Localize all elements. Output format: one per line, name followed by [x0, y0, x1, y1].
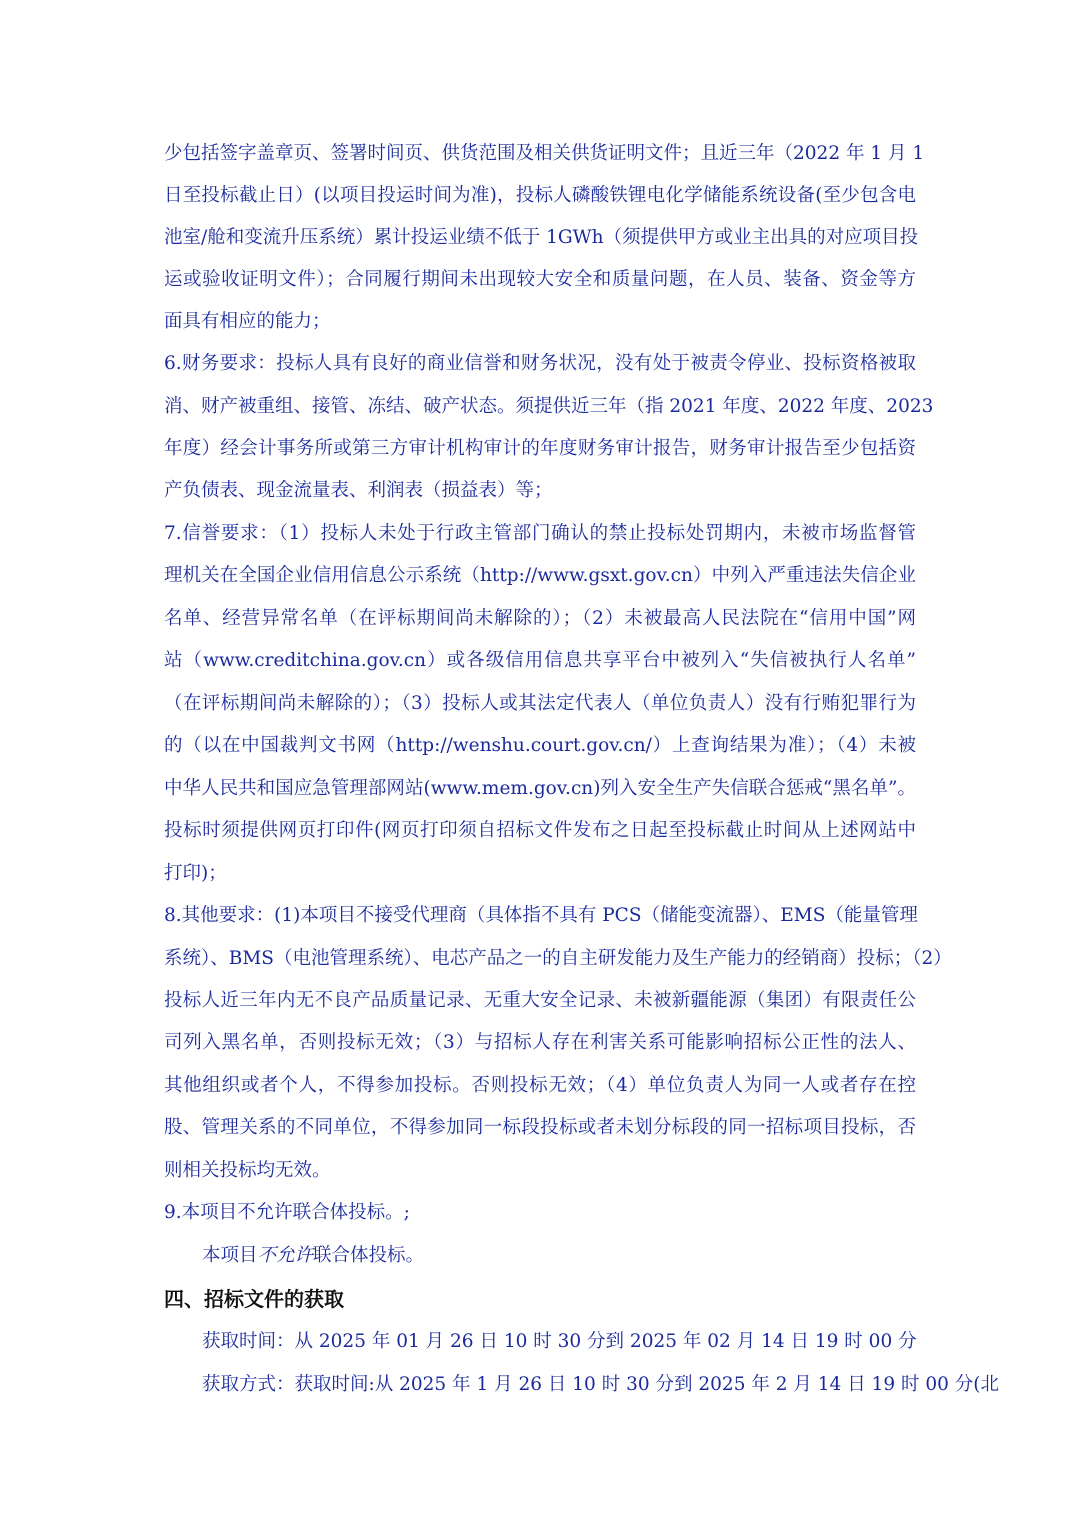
consortium-note [202, 1244, 916, 1268]
paragraph-line: 日至投标截止日）(以项目投运时间为准)，投标人磷酸铁锂电化学储能系统设备(至少包含电 [164, 185, 916, 206]
paragraph-line: 其他组织或者个人，不得参加投标。否则投标无效；（4）单位负责人为同一人或者存在控 [164, 1075, 916, 1096]
consortium-note-prefix: 本项目 [202, 1245, 258, 1266]
paragraph-line: 产负债表、现金流量表、利润表（损益表）等； [164, 480, 553, 501]
paragraph-line: 运或验收证明文件）；合同履行期间未出现较大安全和质量问题，在人员、装备、资金等方 [164, 269, 916, 290]
finance-requirement-line: 6.财务要求：投标人具有良好的商业信誉和财务状况，没有处于被责令停业、投标资格被取 [164, 353, 916, 374]
section-heading: 四、招标文件的获取 [164, 1287, 344, 1311]
credit-requirement-line: 7.信誉要求：（1）投标人未处于行政主管部门确认的禁止投标处罚期内，未被市场监督管 [164, 523, 916, 544]
consortium-note-suffix: 联合体投标。 [313, 1245, 425, 1266]
paragraph-line: 站（www.creditchina.gov.cn）或各级信用信息共享平台中被列入“失信被执行人名单” [164, 650, 916, 671]
paragraph-line: 投标人近三年内无不良产品质量记录、无重大安全记录、未被新疆能源（集团）有限责任公 [164, 990, 916, 1011]
paragraph-line: 名单、经营异常名单（在评标期间尚未解除的）；（2）未被最高人民法院在“信用中国”网 [164, 608, 916, 629]
paragraph-line: 少包括签字盖章页、签署时间页、供货范围及相关供货证明文件；且近三年（2022 年 1 月 1 [164, 143, 925, 164]
paragraph-line: 则相关投标均无效。 [164, 1160, 331, 1181]
paragraph-line: 消、财产被重组、接管、冻结、破产状态。须提供近三年（指 2021 年度、2022 年度、2023 [164, 396, 934, 417]
paragraph-line: 司列入黑名单，否则投标无效；（3）与招标人存在利害关系可能影响招标公正性的法人、 [164, 1032, 916, 1053]
paragraph-line: 面具有相应的能力； [164, 311, 331, 332]
paragraph-line: 中华人民共和国应急管理部网站(www.mem.gov.cn)列入安全生产失信联合惩戒“黑名单”。 [164, 778, 916, 799]
paragraph-line: 理机关在全国企业信用信息公示系统（http://www.gsxt.gov.cn）中列入严重违法失信企业 [164, 565, 916, 586]
acquire-time-line: 获取时间：从 2025 年 01 月 26 日 10 时 30 分到 2025 年 02 月 14 日 19 时 00 分 [202, 1331, 917, 1352]
paragraph-line: 打印)； [164, 863, 227, 884]
paragraph-line: 的（以在中国裁判文书网（http://wenshu.court.gov.cn/）上查询结果为准）；（4）未被 [164, 735, 916, 756]
paragraph-line: 投标时须提供网页打印件(网页打印须自招标文件发布之日起至投标截止时间从上述网站中 [164, 820, 916, 841]
paragraph-line: 年度）经会计事务所或第三方审计机构审计的年度财务审计报告，财务审计报告至少包括资 [164, 438, 916, 459]
paragraph-line: 股、管理关系的不同单位，不得参加同一标段投标或者未划分标段的同一招标项目投标，否 [164, 1117, 916, 1138]
paragraph-line: （在评标期间尚未解除的）；（3）投标人或其法定代表人（单位负责人）没有行贿犯罪行为 [164, 693, 916, 714]
consortium-requirement-line: 9.本项目不允许联合体投标。; [164, 1202, 410, 1223]
paragraph-line: 系统）、BMS（电池管理系统）、电芯产品之一的自主研发能力及生产能力的经销商）投标；（2） [164, 948, 952, 969]
consortium-note-emphasis: 不允许 [257, 1245, 314, 1266]
other-requirement-line: 8.其他要求：(1)本项目不接受代理商（具体指不具有 PCS（储能变流器）、EMS（能量管理 [164, 905, 918, 926]
paragraph-line: 池室/舱和变流升压系统）累计投运业绩不低于 1GWh（须提供甲方或业主出具的对应项目投 [164, 227, 919, 248]
acquire-method-line: 获取方式：获取时间:从 2025 年 1 月 26 日 10 时 30 分到 2025 年 2 月 14 日 19 时 00 分(北 [202, 1374, 1000, 1395]
